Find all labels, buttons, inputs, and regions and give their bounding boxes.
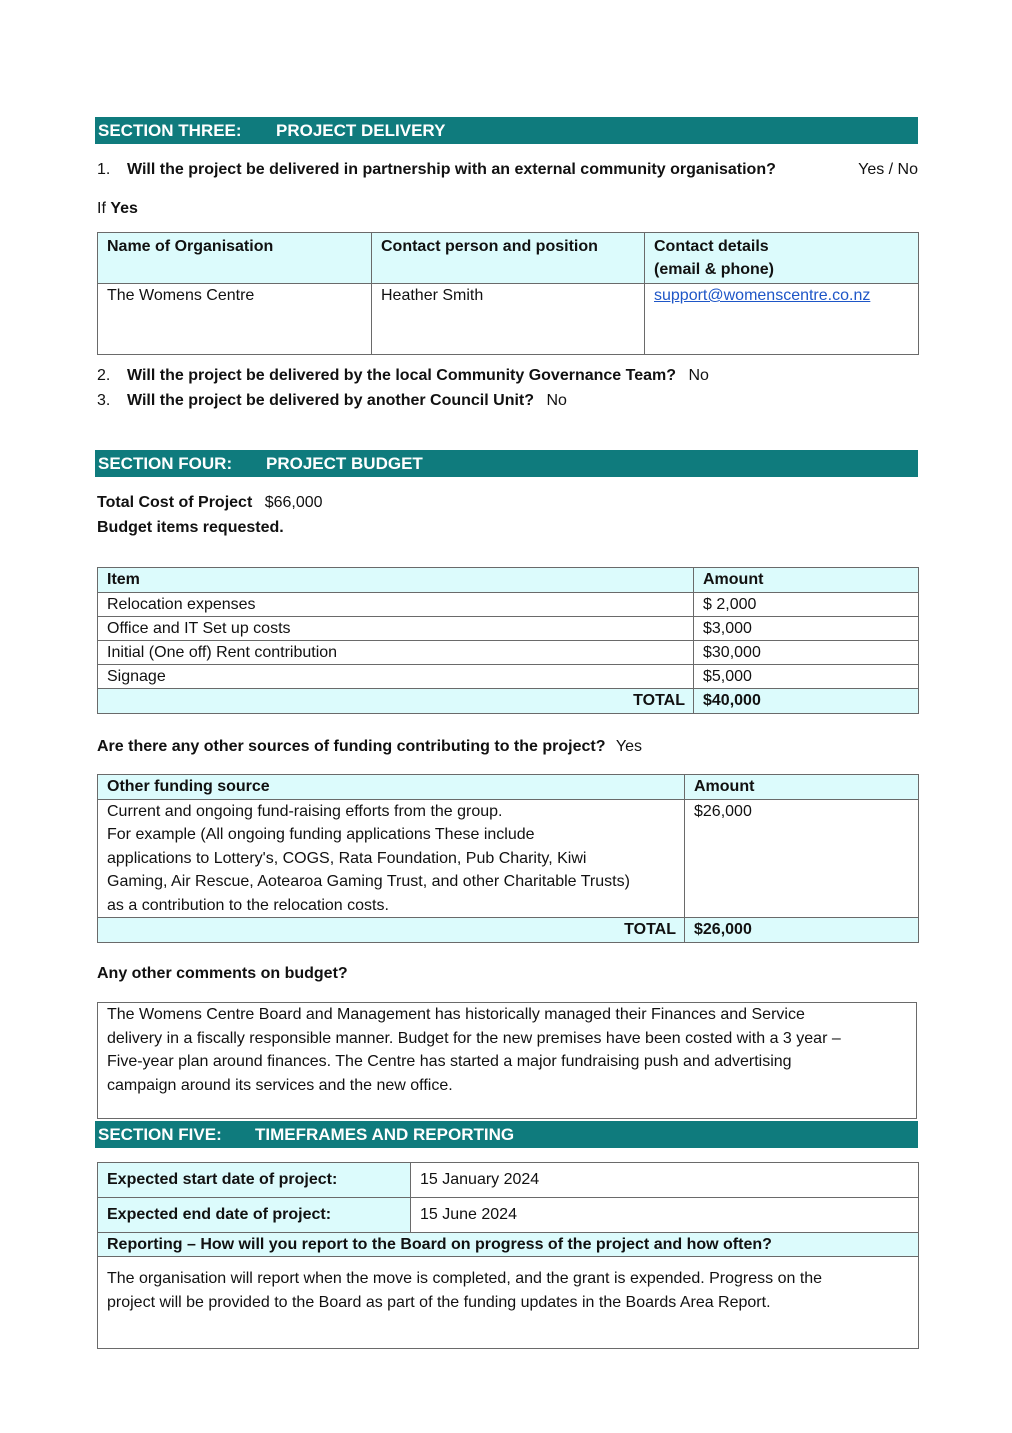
other-sources-question: Are there any other sources of funding contributing to the project? bbox=[97, 738, 606, 755]
funding-line: For example (All ongoing funding applications These include bbox=[107, 826, 535, 844]
comments-line: campaign around its services and the new office. bbox=[107, 1076, 453, 1094]
question-3-number: 3. bbox=[97, 392, 111, 409]
if-value: Yes bbox=[110, 200, 138, 217]
table-row bbox=[98, 665, 919, 689]
section-three-label: SECTION THREE: bbox=[98, 121, 242, 140]
section-five-label: SECTION FIVE: bbox=[98, 1125, 222, 1144]
question-1 bbox=[97, 160, 920, 180]
funding-line: Current and ongoing fund-raising efforts from the group. bbox=[107, 803, 503, 820]
funding-line: applications to Lottery's, COGS, Rata Foundation, Pub Charity, Kiwi bbox=[107, 849, 587, 867]
budget-table-header bbox=[98, 568, 919, 593]
table-row bbox=[98, 1257, 919, 1349]
funding-header-amount: Amount bbox=[685, 775, 919, 800]
reporting-header-row bbox=[98, 1233, 919, 1257]
funding-total-label: TOTAL bbox=[98, 918, 685, 943]
question-2-answer: No bbox=[688, 367, 709, 384]
budget-item: Initial (One off) Rent contribution bbox=[98, 641, 694, 665]
if-yes-line bbox=[97, 199, 138, 219]
section-four-label: SECTION FOUR: bbox=[98, 454, 233, 473]
section-four-header bbox=[95, 450, 918, 477]
section-five-title: TIMEFRAMES AND REPORTING bbox=[255, 1125, 515, 1144]
header-contact: Contact person and position bbox=[372, 233, 645, 284]
funding-line: Gaming, Air Rescue, Aotearoa Gaming Trust, and other Charitable Trusts) bbox=[107, 873, 630, 891]
budget-item: Signage bbox=[98, 665, 694, 689]
other-sources-line bbox=[97, 737, 642, 757]
header-details bbox=[645, 233, 919, 284]
partner-email-link[interactable]: support@womenscentre.co.nz bbox=[654, 287, 871, 304]
budget-amount: $3,000 bbox=[694, 617, 919, 641]
question-1-text: Will the project be delivered in partnership with an external community organisation? bbox=[127, 161, 776, 178]
budget-amount: $ 2,000 bbox=[694, 593, 919, 617]
partner-contact-cell: Heather Smith bbox=[372, 284, 645, 355]
funding-table bbox=[97, 774, 919, 943]
section-three-title: PROJECT DELIVERY bbox=[276, 121, 446, 140]
table-row bbox=[98, 641, 919, 665]
budget-items-label: Budget items requested. bbox=[97, 519, 284, 536]
budget-total-value: $40,000 bbox=[694, 689, 919, 714]
funding-header-source: Other funding source bbox=[98, 775, 685, 800]
end-date-value: 15 June 2024 bbox=[411, 1198, 919, 1233]
budget-total-label: TOTAL bbox=[98, 689, 694, 714]
funding-source-cell bbox=[98, 800, 685, 918]
header-details-line2: (email & phone) bbox=[654, 261, 775, 278]
funding-total-value: $26,000 bbox=[685, 918, 919, 943]
question-2-number: 2. bbox=[97, 367, 111, 384]
budget-item: Relocation expenses bbox=[98, 593, 694, 617]
table-row bbox=[98, 1163, 919, 1198]
header-details-line1: Contact details bbox=[654, 238, 769, 255]
section-three-header bbox=[95, 117, 918, 144]
start-date-label: Expected start date of project: bbox=[98, 1163, 411, 1198]
timeframes-table bbox=[97, 1162, 919, 1349]
funding-total-row bbox=[98, 918, 919, 943]
comments-line: The Womens Centre Board and Management has historically managed their Finances and Service bbox=[107, 1006, 805, 1023]
partner-table bbox=[97, 232, 919, 355]
reporting-text-cell bbox=[98, 1257, 919, 1349]
question-3 bbox=[97, 391, 567, 411]
comments-question: Any other comments on budget? bbox=[97, 965, 348, 982]
partner-org-cell: The Womens Centre bbox=[98, 284, 372, 355]
other-sources-answer: Yes bbox=[615, 738, 643, 755]
total-cost-line bbox=[97, 493, 323, 513]
start-date-value: 15 January 2024 bbox=[411, 1163, 919, 1198]
budget-header-amount: Amount bbox=[694, 568, 919, 593]
section-four-title: PROJECT BUDGET bbox=[266, 454, 423, 473]
question-3-answer: No bbox=[546, 392, 567, 409]
question-2-text: Will the project be delivered by the local Community Governance Team? bbox=[127, 367, 677, 384]
end-date-label: Expected end date of project: bbox=[98, 1198, 411, 1233]
budget-item: Office and IT Set up costs bbox=[98, 617, 694, 641]
partner-table-header bbox=[98, 233, 919, 284]
budget-table bbox=[97, 567, 919, 714]
question-3-text: Will the project be delivered by another Council Unit? bbox=[127, 392, 535, 409]
table-row bbox=[98, 800, 919, 918]
table-row bbox=[98, 1198, 919, 1233]
partner-details-cell bbox=[645, 284, 919, 355]
budget-header-item: Item bbox=[98, 568, 694, 593]
funding-amount-cell: $26,000 bbox=[685, 800, 919, 918]
table-row bbox=[98, 617, 919, 641]
question-1-answer: Yes / No bbox=[858, 161, 918, 178]
total-cost-label: Total Cost of Project bbox=[97, 494, 253, 511]
comments-line: Five-year plan around finances. The Centre has started a major fundraising push and advertising bbox=[107, 1053, 792, 1070]
budget-amount: $5,000 bbox=[694, 665, 919, 689]
reporting-label: Reporting – How will you report to the Board on progress of the project and how often? bbox=[98, 1233, 919, 1257]
funding-table-header bbox=[98, 775, 919, 800]
question-2 bbox=[97, 366, 709, 386]
budget-amount: $30,000 bbox=[694, 641, 919, 665]
reporting-line: The organisation will report when the move is completed, and the grant is expended. Progress on the bbox=[107, 1270, 823, 1287]
total-cost-value: $66,000 bbox=[264, 494, 323, 511]
budget-total-row bbox=[98, 689, 919, 714]
table-row bbox=[98, 284, 919, 355]
comments-box bbox=[97, 1002, 917, 1119]
reporting-line: project will be provided to the Board as part of the funding updates in the Boards Area Report. bbox=[107, 1293, 771, 1311]
section-five-header bbox=[95, 1121, 918, 1148]
question-1-number: 1. bbox=[97, 161, 111, 178]
header-org: Name of Organisation bbox=[98, 233, 372, 284]
comments-line: delivery in a fiscally responsible manner. Budget for the new premises have been costed with a 3 year – bbox=[107, 1029, 841, 1047]
if-prefix: If bbox=[97, 200, 106, 217]
table-row bbox=[98, 593, 919, 617]
funding-line: as a contribution to the relocation costs. bbox=[107, 896, 389, 914]
